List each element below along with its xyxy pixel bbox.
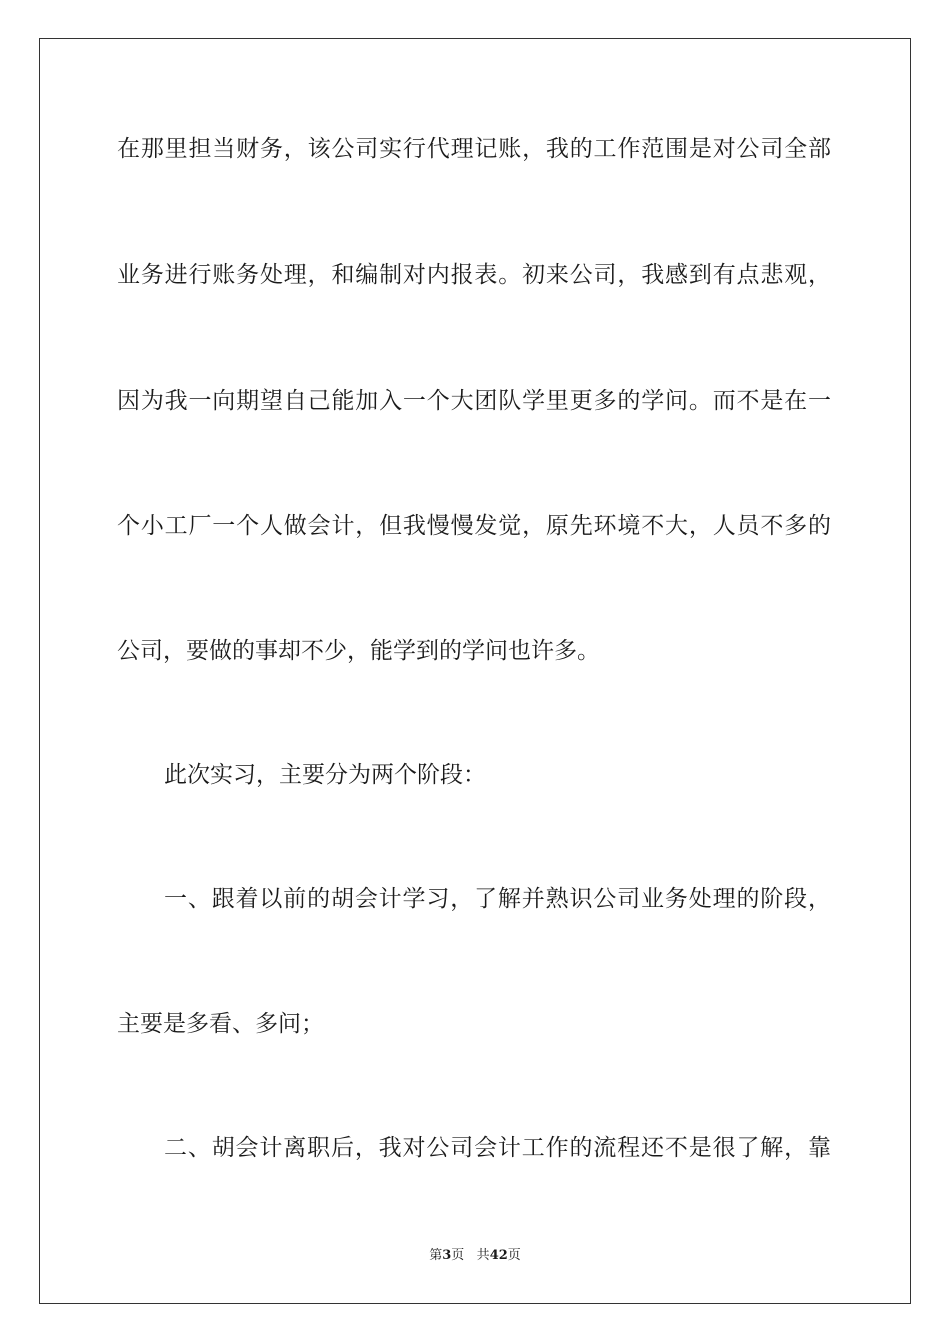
page-border	[39, 38, 911, 1304]
footer-total-prefix: 共	[476, 1248, 490, 1263]
stage-two-line-1: 二、胡会计离职后，我对公司会计工作的流程还不是很了解，靠	[164, 1135, 831, 1161]
footer-total-pages: 42	[489, 1248, 508, 1263]
body-line-4: 个小工厂一个人做会计，但我慢慢发觉，原先环境不大，人员不多的	[117, 513, 831, 539]
stage-one-line-1: 一、跟着以前的胡会计学习，了解并熟识公司业务处理的阶段，	[164, 886, 831, 912]
paragraph-intro-stages: 此次实习，主要分为两个阶段：	[164, 762, 486, 788]
body-line-1: 在那里担当财务，该公司实行代理记账，我的工作范围是对公司全部	[117, 136, 831, 162]
body-line-3: 因为我一向期望自己能加入一个大团队学里更多的学问。而不是在一	[117, 388, 831, 414]
footer-page-number: 3	[442, 1248, 452, 1263]
footer-page-prefix: 第	[429, 1248, 443, 1263]
footer-page-suffix: 页	[451, 1248, 465, 1263]
footer-total-suffix: 页	[507, 1248, 521, 1263]
stage-one-line-2: 主要是多看、多问；	[117, 1011, 324, 1037]
page-footer	[0, 1247, 950, 1265]
body-line-2: 业务进行账务处理，和编制对内报表。初来公司，我感到有点悲观，	[117, 262, 831, 288]
body-line-5: 公司，要做的事却不少，能学到的学问也许多。	[117, 638, 600, 664]
